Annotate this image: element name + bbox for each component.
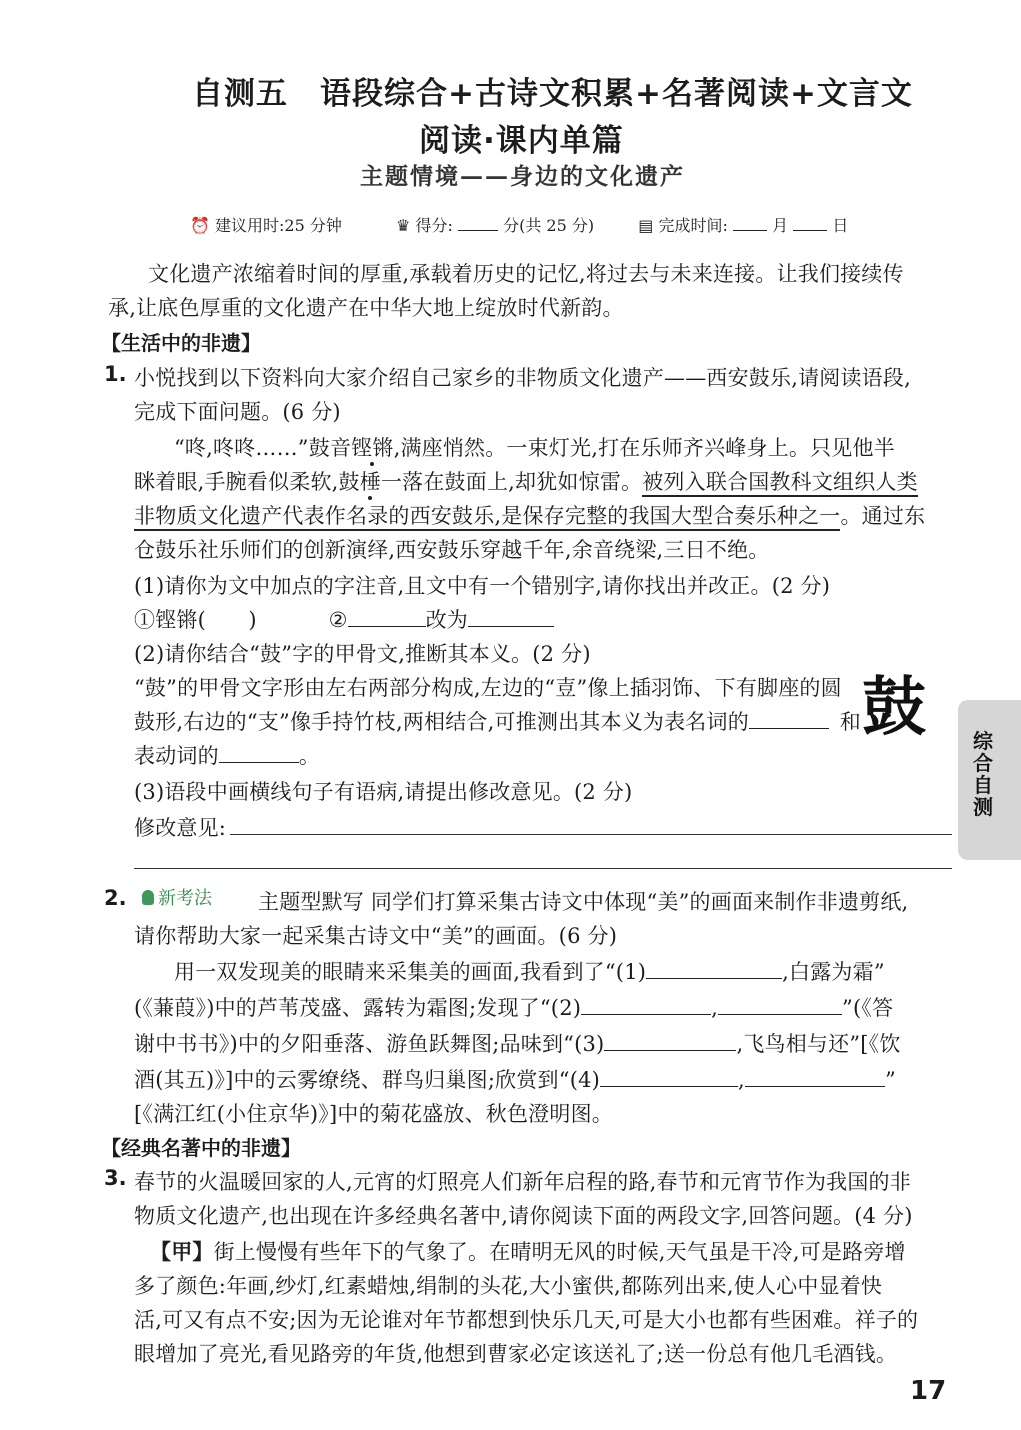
- passage-text: ,满座悄然。一束灯光,打在乐师齐兴峰身上。只见他半: [393, 436, 895, 460]
- question-2-number: 2.: [104, 886, 127, 910]
- passage-text: ,白露为霜”: [782, 960, 885, 984]
- q1-passage-line-4: 仓鼓乐社乐师们的创新演绎,西安鼓乐穿越千年,余音绕梁,三日不绝。: [134, 538, 770, 562]
- q1-passage-line-2: [134, 466, 918, 496]
- section-life: 【生活中的非遗】: [101, 331, 261, 355]
- page-subtitle: 主题情境——身边的文化遗产: [360, 163, 685, 190]
- passage-text: 谢中书书》)中的夕阳垂落、游鱼跃舞图;品味到“(3): [134, 1032, 605, 1056]
- q1-sub-2: (2)请你结合“鼓”字的甲骨文,推断其本义。(2 分): [134, 642, 591, 666]
- q1-sub-3: (3)语段中画横线句子有语病,请提出修改意见。(2 分): [134, 780, 633, 804]
- passage-text: 。: [298, 744, 321, 768]
- oracle-bone-gu-glyph: [862, 668, 942, 750]
- q1-passage-line-1: [174, 432, 895, 462]
- q2-passage-line-4: [134, 1064, 896, 1094]
- passage-text: ”(《答: [842, 996, 894, 1020]
- passage-text: ,飞鸟相与还”[《饮: [736, 1032, 901, 1056]
- intro-line-1: 文化遗产浓缩着时间的厚重,承载着历史的记忆,将过去与未来连接。让我们接续传: [148, 262, 904, 286]
- typo-blank[interactable]: [348, 608, 426, 627]
- q2-passage-line-3: [134, 1028, 901, 1058]
- q3-prompt-line-2: 物质文化遗产,也出现在许多经典名著中,请你阅读下面的两段文字,回答问题。(4 分): [134, 1204, 913, 1228]
- q1-passage-line-3: [134, 500, 925, 530]
- passage-text: ”: [884, 1068, 896, 1092]
- and-label: 和: [839, 710, 861, 734]
- passage-text: ,: [738, 1068, 745, 1092]
- q3-jia-line-1: [150, 1236, 906, 1266]
- score-blank[interactable]: [458, 212, 498, 231]
- page-title-line2: 阅读·课内单篇: [419, 123, 624, 159]
- page-title: 自测五 语段综合+古诗文积累+名著阅读+文言文: [192, 76, 913, 112]
- answer-line-2[interactable]: [134, 868, 952, 869]
- q2-prompt-line-1: 主题型默写 同学们打算采集古诗文中体现“美”的画面来制作非遗剪纸,: [258, 890, 909, 914]
- passage-text: 表动词的: [134, 744, 219, 768]
- noun-meaning-blank[interactable]: [749, 710, 829, 729]
- answer-kengqiang-label: ①铿锵( ): [134, 608, 257, 632]
- q3-prompt-line-1: 春节的火温暖回家的人,元宵的灯照亮人们新年启程的路,春节和元宵节作为我国的非: [134, 1170, 911, 1194]
- calendar-icon: ▤: [638, 216, 654, 235]
- underlined-sentence-part-1: 被列入联合国教科文组织人类: [642, 470, 918, 497]
- dotted-word-kengqiang: 铿锵: [351, 436, 394, 460]
- passage-text: 一落在鼓面上,却犹如惊雷。: [380, 470, 643, 494]
- q1-sub-2-line-3: [134, 740, 320, 770]
- q1-prompt-line-2: 完成下面问题。(6 分): [134, 400, 341, 424]
- passage-text: 街上慢慢有些年下的气象了。在晴明无风的时候,天气虽是干冷,可是路旁增: [213, 1240, 906, 1264]
- q2-passage-line-2: [134, 992, 893, 1022]
- underlined-sentence-part-2: 非物质文化遗产代表作名录的西安鼓乐,是保存完整的我国大型合奏乐种之一: [134, 504, 840, 531]
- q3-jia-line-3: 活,可又有点不安;因为无论谁对年节都想到快乐几天,可是大小也都有些困难。祥子的: [134, 1308, 919, 1332]
- q1-revision-label: 修改意见:: [134, 816, 227, 840]
- blank-3[interactable]: [604, 1032, 736, 1051]
- change-to-label: 改为: [425, 608, 469, 632]
- suggested-time: 建议用时:25 分钟: [215, 216, 342, 235]
- passage-text: 酒(其五)》]中的云雾缭绕、群鸟归巢图;欣赏到“(4): [134, 1068, 601, 1092]
- score-label: 得分:: [415, 216, 453, 235]
- passage-text: ,: [711, 996, 719, 1020]
- q2-passage-line-5: [《满江红(小住京华)》]中的菊花盛放、秋色澄明图。: [134, 1102, 613, 1126]
- month-blank[interactable]: [733, 212, 767, 231]
- q1-prompt-line-1: 小悦找到以下资料向大家介绍自己家乡的非物质文化遗产——西安鼓乐,请阅读语段,: [134, 366, 911, 390]
- page-number: 17: [910, 1376, 947, 1406]
- q2-prompt-line-2: 请你帮助大家一起采集古诗文中“美”的画面。(6 分): [134, 924, 618, 948]
- blank-4b[interactable]: [745, 1068, 885, 1087]
- excerpt-jia-label: 【甲】: [150, 1240, 214, 1264]
- correction-blank[interactable]: [468, 608, 554, 627]
- q1-sub-2-line-1: “鼓”的甲骨文字形由左右两部分构成,左边的“壴”像上插羽饰、下有脚座的圆: [134, 676, 842, 700]
- day-label: 日: [832, 216, 849, 235]
- trophy-icon: ♛: [396, 216, 411, 235]
- passage-text: (《蒹葭》)中的芦苇茂盛、露转为霜图;发现了“(2): [134, 996, 582, 1020]
- month-label: 月: [772, 216, 789, 235]
- q1-sub-2-line-2: [134, 706, 861, 736]
- passage-text: 鼓形,右边的“支”像手持竹枝,两相结合,可推测出其本义为表名词的: [134, 710, 749, 734]
- new-format-tag: [142, 884, 212, 910]
- question-3-number: 3.: [104, 1166, 127, 1190]
- meta-row: [190, 212, 848, 236]
- q1-sub-1-answers: [134, 604, 554, 634]
- dotted-word-chui: 棰: [359, 470, 381, 494]
- q3-jia-line-2: 多了颜色:年画,纱灯,红素蜡烛,绢制的头花,大小蜜供,都陈列出来,使人心中显着快: [134, 1274, 883, 1298]
- q3-jia-line-4: 眼增加了亮光,看见路旁的年货,他想到曹家必定该送礼了;送一份总有他几毛酒钱。: [134, 1342, 898, 1366]
- blank-1[interactable]: [646, 960, 782, 979]
- clock-icon: ⏰: [190, 216, 210, 235]
- passage-text: 眯着眼,手腕看似柔软,鼓: [134, 470, 360, 494]
- score-unit: 分(共 25 分): [503, 216, 595, 235]
- intro-line-2: 承,让底色厚重的文化遗产在中华大地上绽放时代新韵。: [108, 296, 624, 320]
- side-tab-label: 综合自测: [973, 729, 993, 819]
- answer-typo-label: ②: [328, 608, 348, 632]
- day-blank[interactable]: [793, 212, 827, 231]
- answer-line-1[interactable]: [230, 834, 952, 835]
- passage-text: “咚,咚咚……”鼓音: [174, 436, 352, 460]
- passage-text: 。通过东: [840, 504, 926, 528]
- finish-label: 完成时间:: [658, 216, 728, 235]
- blank-2b[interactable]: [718, 996, 842, 1015]
- oracle-char: 鼓: [862, 670, 924, 745]
- q2-passage-line-1: [174, 956, 885, 986]
- passage-text: 用一双发现美的眼睛来采集美的画面,我看到了“(1): [174, 960, 647, 984]
- question-1-number: 1.: [104, 362, 127, 386]
- q1-sub-1: (1)请你为文中加点的字注音,且文中有一个错别字,请你找出并改正。(2 分): [134, 574, 831, 598]
- section-classics: 【经典名著中的非遗】: [101, 1136, 301, 1160]
- lightbulb-icon: [142, 890, 154, 905]
- verb-meaning-blank[interactable]: [219, 744, 299, 763]
- blank-2a[interactable]: [581, 996, 711, 1015]
- blank-4a[interactable]: [600, 1068, 738, 1087]
- tag-label: 新考法: [158, 888, 212, 909]
